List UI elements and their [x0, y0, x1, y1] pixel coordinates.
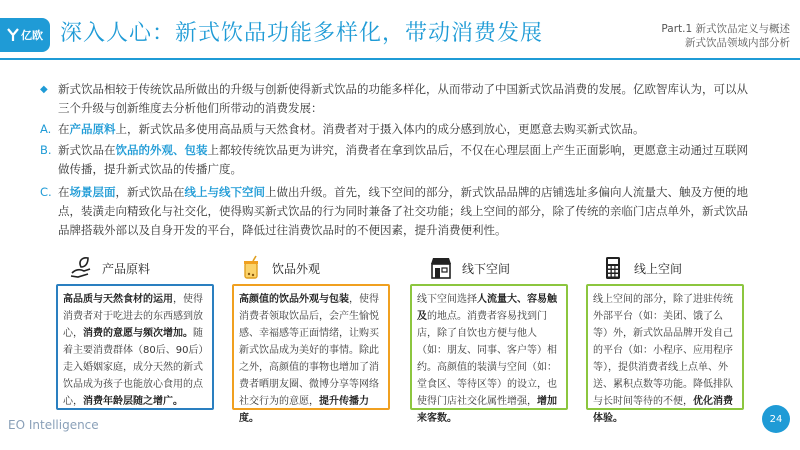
- section-label-line2: 新式饮品领域内部分析: [685, 37, 790, 49]
- point-b-pre: 新式饮品在: [58, 143, 116, 157]
- card-materials-bold2: 消费的意愿与频次增加。: [83, 328, 193, 339]
- card-appearance-bold1: 高颜值的饮品外观与包装: [239, 294, 349, 305]
- card-offline-text0: 线下空间选择: [417, 294, 477, 305]
- section-label: [661, 22, 790, 50]
- card-materials-bold3: 消费年龄层随之增广。: [83, 396, 183, 407]
- card-offline: [410, 284, 568, 424]
- storefront-icon: [428, 255, 454, 281]
- point-c-letter: C.: [40, 185, 52, 199]
- card-appearance: [232, 284, 390, 424]
- point-a: [40, 120, 758, 139]
- card-materials-text1: ，使得消费者对于吃进去的东西感到放心，: [63, 294, 203, 339]
- card-title-online: 线上空间: [634, 261, 683, 276]
- point-c-pre: 在: [58, 185, 70, 199]
- point-b-text: 上都较传统饮品更为讲究，消费者在拿到饮品后，不仅在心理层面上产生正面影响，更愿意主动通过互联网做传播，提升新式饮品的传播广度。: [58, 143, 748, 176]
- intro-paragraph: [40, 80, 758, 118]
- card-title-appearance: 饮品外观: [272, 261, 321, 276]
- point-b-highlight: 饮品的外观、包装: [115, 143, 208, 157]
- logo-y-icon: [7, 28, 19, 42]
- card-online-text0: 线上空间的部分，除了进驻传统外部平台（如：美团、饿了么等）外，新式饮品品牌开发自己的平台（如：小程序、应用程序等），提供消费者线上点单、外送、累积点数等功能。降低排队与长时间等待的不便，: [593, 294, 733, 407]
- point-c-highlight2: 线上与线下空间: [184, 185, 265, 199]
- diamond-bullet-icon: ◆: [40, 84, 48, 95]
- point-a-highlight: 产品原料: [69, 122, 116, 136]
- logo: [0, 18, 50, 52]
- card-head-online: [600, 254, 682, 282]
- card-online: [586, 284, 744, 424]
- point-a-letter: A.: [40, 122, 52, 136]
- page-number: 24: [762, 405, 790, 433]
- footer-brand: EO Intelligence: [8, 418, 99, 432]
- card-appearance-text1: ，使得消费者领取饮品后，会产生愉悦感、幸福感等正面情绪，让购买新式饮品成为美好的事情。除此之外，高颜值的事物也增加了消费者晒朋友圈、微博分享等网络社交行为的意愿，: [239, 294, 379, 407]
- card-head-materials: [68, 254, 150, 282]
- leaf-hand-icon: [68, 255, 94, 281]
- logo-text: 亿欧: [21, 29, 43, 42]
- card-materials-text2: 随着主要消费群体（80后、90后）走入婚姻家庭，成分天然的新式饮品成为孩子也能放心食用的点心，: [63, 328, 204, 407]
- card-head-offline: [428, 254, 510, 282]
- card-materials-bold1: 高品质与天然食材的运用: [63, 294, 173, 305]
- point-c-mid: ，新式饮品在: [115, 185, 185, 199]
- section-label-line1: Part.1 新式饮品定义与概述: [661, 23, 790, 35]
- point-a-text: 上，新式饮品多使用高品质与天然食材。消费者对于摄入体内的成分感到放心，更愿意去购买新式饮品。: [115, 122, 645, 136]
- header-divider: [0, 58, 800, 60]
- card-offline-bold2: 增加来客数。: [417, 396, 557, 424]
- point-b-letter: B.: [40, 143, 52, 157]
- card-title-materials: 产品原料: [102, 261, 151, 276]
- card-title-offline: 线下空间: [462, 261, 511, 276]
- card-offline-text1: 的地点。消费者容易找到门店，除了自饮也方便与他人（如：朋友、同事、客户等）相约。高颜值的装潢与空间（如：堂食区、等待区等）的设立，也使得门店社交化属性增强，: [417, 311, 557, 407]
- card-materials: [56, 284, 214, 410]
- card-head-appearance: [238, 254, 320, 282]
- point-c-text: 上做出升级。首先，线下空间的部分，新式饮品品牌的店铺选址多偏向人流量大、触及方便的地点，装潢走向精致化与社交化，使得购买新式饮品的行为同时兼备了社交功能；线上空间的部分，除了传统的亲临门店点单外，新式饮品品牌搭载外部以及自身开发的平台，降低过往消费饮品时的不便因素，提升消费便利性。: [58, 185, 748, 237]
- point-c-highlight: 场景层面: [69, 185, 116, 199]
- intro-text: 新式饮品相较于传统饮品所做出的升级与创新使得新式饮品的功能多样化，从而带动了中国新式饮品消费的发展。亿欧智库认为，可以从三个升级与创新维度去分析他们所带动的消费发展：: [58, 82, 748, 115]
- calculator-icon: [600, 255, 626, 281]
- point-b: [40, 141, 758, 179]
- card-appearance-bold2: 提升传播力度。: [239, 396, 369, 424]
- card-offline-bold1: 人流量大、容易触及: [417, 294, 557, 322]
- page-title: 深入人心：新式饮品功能多样化，带动消费发展: [60, 21, 544, 46]
- drink-cup-icon: [238, 255, 264, 281]
- card-online-bold: 优化消费体验。: [593, 396, 733, 424]
- point-a-pre: 在: [58, 122, 70, 136]
- point-c: [40, 183, 758, 240]
